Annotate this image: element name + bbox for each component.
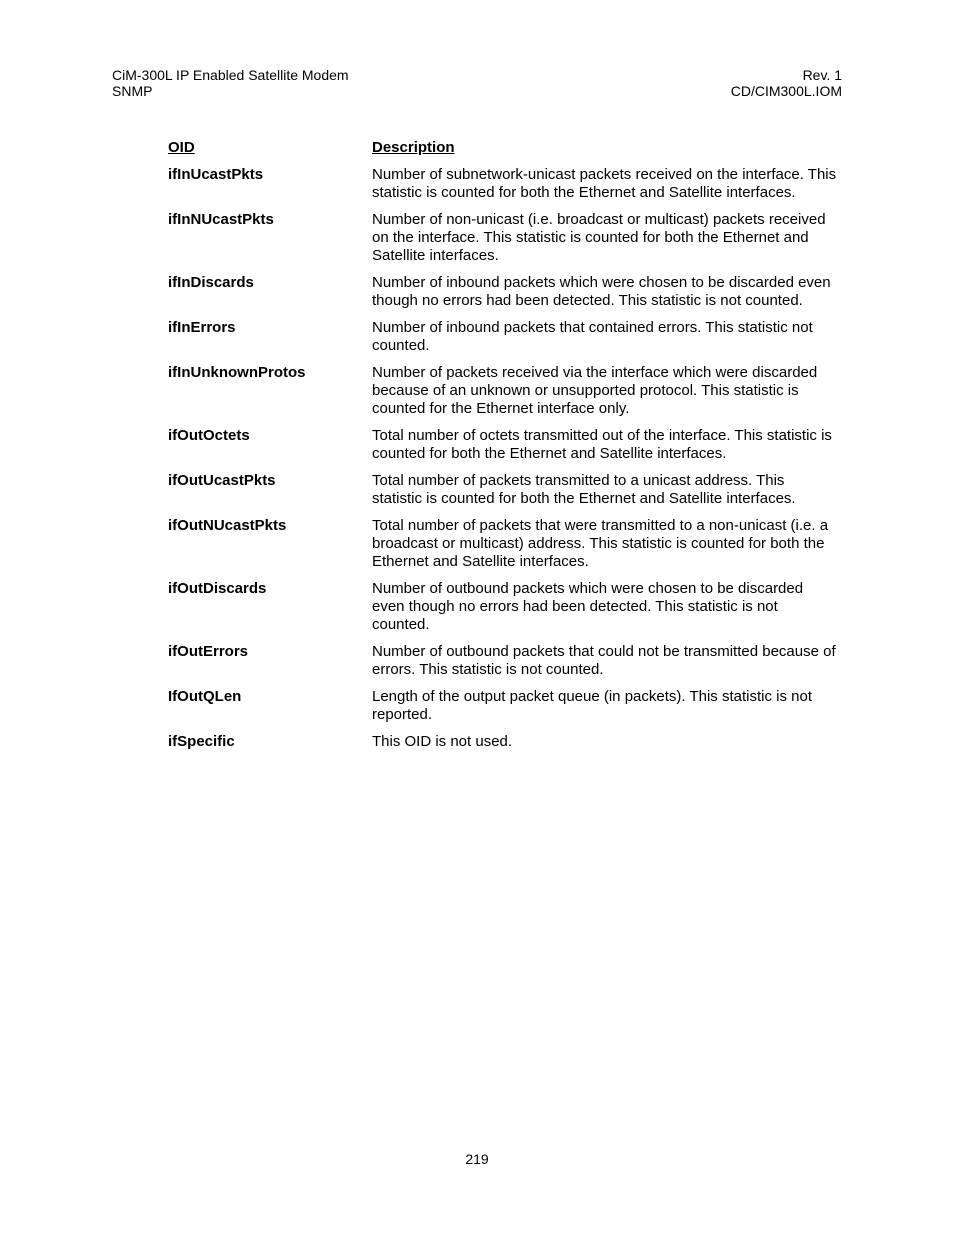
oid-cell: ifInErrors bbox=[168, 319, 236, 336]
table-row bbox=[168, 211, 838, 265]
table-row bbox=[168, 688, 838, 724]
oid-column-header: OID bbox=[168, 139, 195, 156]
table-row bbox=[168, 472, 838, 508]
description-cell: Total number of packets transmitted to a unicast address. This statistic is counted for both the Ethernet and Satellite interfaces. bbox=[372, 472, 796, 507]
description-cell: Number of packets received via the interface which were discarded because of an unknown or unsupported protocol. This statistic is counted for the Ethernet interface only. bbox=[372, 364, 818, 417]
table-row bbox=[168, 643, 838, 679]
page-number: 219 bbox=[465, 1151, 489, 1167]
description-cell: Number of outbound packets that could not be transmitted because of errors. This statistic is not counted. bbox=[372, 643, 836, 678]
oid-cell: ifSpecific bbox=[168, 733, 235, 750]
table-row bbox=[168, 274, 838, 310]
oid-description-table bbox=[168, 139, 838, 760]
description-cell: Number of inbound packets which were chosen to be discarded even though no errors had been detected. This statistic is not counted. bbox=[372, 274, 831, 309]
oid-cell: ifInDiscards bbox=[168, 274, 254, 291]
oid-cell: ifInUcastPkts bbox=[168, 166, 264, 183]
oid-cell: ifInUnknownProtos bbox=[168, 364, 306, 381]
description-cell: Number of inbound packets that contained errors. This statistic not counted. bbox=[372, 319, 813, 354]
page-header-right bbox=[731, 67, 842, 99]
table-row bbox=[168, 166, 838, 202]
oid-cell: ifOutOctets bbox=[168, 427, 250, 444]
table-row bbox=[168, 517, 838, 571]
description-cell: Length of the output packet queue (in packets). This statistic is not reported. bbox=[372, 688, 812, 723]
oid-cell: ifInNUcastPkts bbox=[168, 211, 274, 228]
oid-cell: ifOutUcastPkts bbox=[168, 472, 276, 489]
description-cell: Total number of packets that were transmitted to a non-unicast (i.e. a broadcast or multicast) address. This statistic is counted for both the Ethernet and Satellite interfaces. bbox=[372, 517, 829, 570]
description-cell: Number of subnetwork-unicast packets received on the interface. This statistic is counted for both the Ethernet and Satellite interfaces. bbox=[372, 166, 837, 201]
oid-cell: ifOutDiscards bbox=[168, 580, 267, 597]
table-row bbox=[168, 580, 838, 634]
description-cell: Number of non-unicast (i.e. broadcast or multicast) packets received on the interface. This statistic is counted for both the Ethernet and Satellite interfaces. bbox=[372, 211, 826, 264]
description-cell: Total number of octets transmitted out of the interface. This statistic is counted for both the Ethernet and Satellite interfaces. bbox=[372, 427, 832, 462]
oid-cell: ifOutNUcastPkts bbox=[168, 517, 287, 534]
oid-cell: ifOutErrors bbox=[168, 643, 249, 660]
document-title: CiM-300L IP Enabled Satellite Modem bbox=[112, 67, 349, 83]
table-header-row bbox=[168, 139, 838, 157]
description-column-header: Description bbox=[372, 139, 455, 156]
table-row bbox=[168, 733, 838, 751]
page-header-left bbox=[112, 67, 349, 99]
table-row bbox=[168, 319, 838, 355]
document-code: CD/CIM300L.IOM bbox=[730, 83, 842, 99]
description-cell: This OID is not used. bbox=[372, 733, 513, 750]
table-row bbox=[168, 364, 838, 418]
oid-cell: IfOutQLen bbox=[168, 688, 242, 705]
table-row bbox=[168, 427, 838, 463]
description-cell: Number of outbound packets which were chosen to be discarded even though no errors had been detected. This statistic is not counted. bbox=[372, 580, 804, 633]
section-name: SNMP bbox=[112, 83, 153, 99]
revision-label: Rev. 1 bbox=[802, 67, 842, 83]
